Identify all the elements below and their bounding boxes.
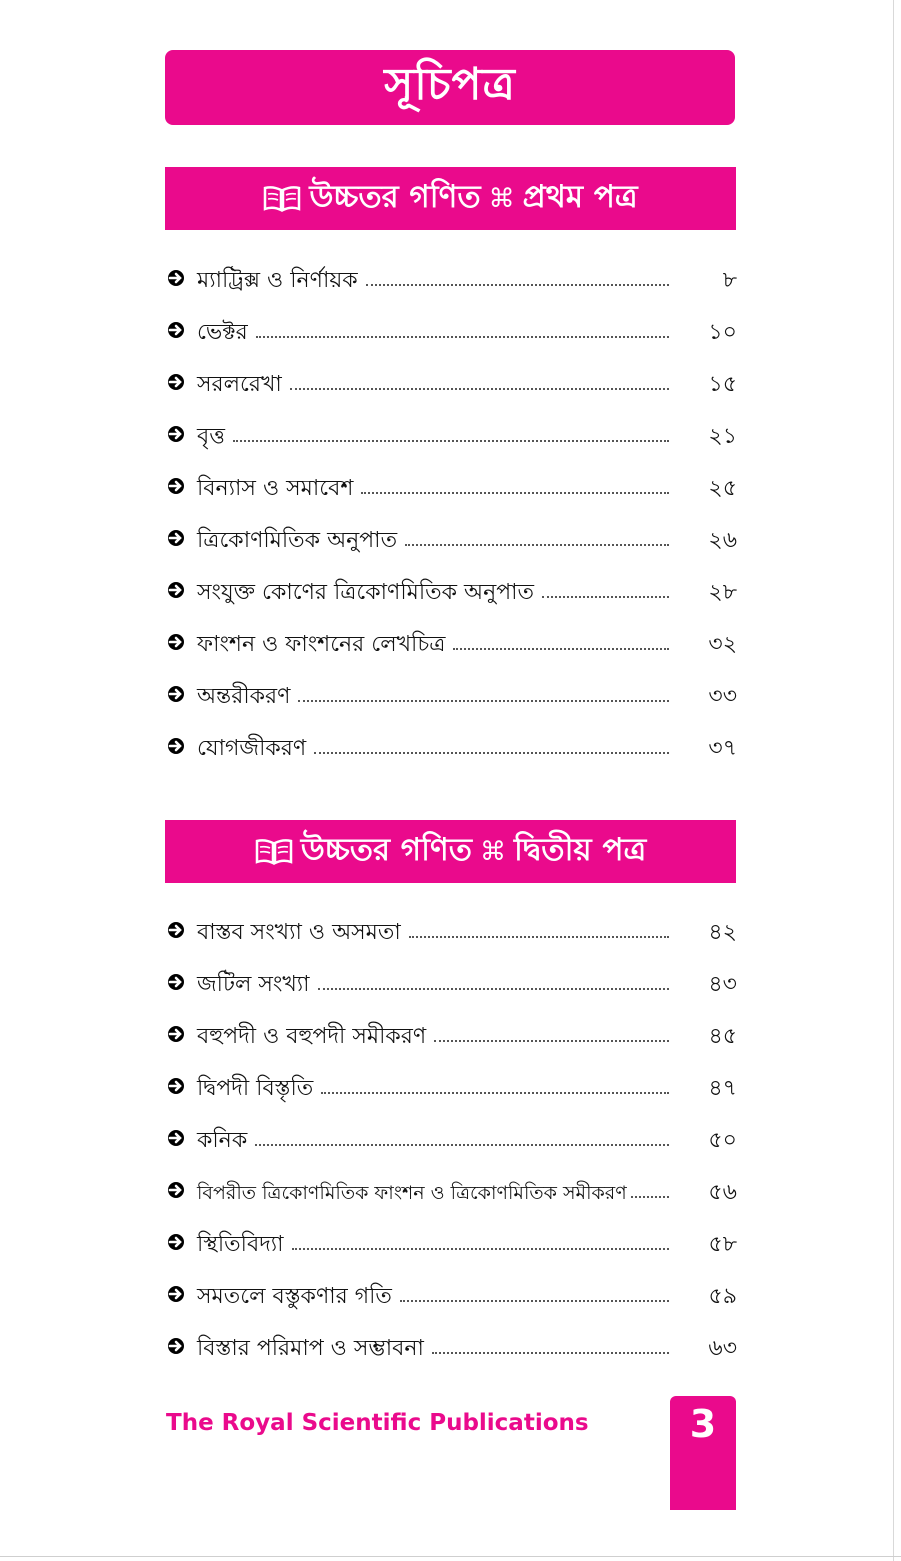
item-page-number: ৪৩ xyxy=(708,972,737,997)
item-page-number: ২৬ xyxy=(708,528,737,553)
circle-arrow-icon xyxy=(165,631,187,653)
dot-leader xyxy=(314,751,669,754)
dot-leader xyxy=(453,647,669,650)
item-title: বিন্যাস ও সমাবেশ xyxy=(197,476,354,501)
dot-leader xyxy=(256,335,669,338)
command-icon: ⌘ xyxy=(488,183,515,214)
section-subject: উচ্চতর গণিত xyxy=(300,831,473,868)
circle-arrow-icon xyxy=(165,423,187,445)
dot-leader xyxy=(542,595,669,598)
item-title: যোগজীকরণ xyxy=(197,736,307,761)
circle-arrow-icon xyxy=(165,1127,187,1149)
dot-leader xyxy=(321,1091,669,1094)
section-header-second-paper xyxy=(165,820,736,883)
toc-item[interactable] xyxy=(165,1115,737,1155)
circle-arrow-icon xyxy=(165,371,187,393)
item-title: জটিল সংখ্যা xyxy=(197,972,310,997)
dot-leader xyxy=(255,1143,669,1146)
circle-arrow-icon xyxy=(165,1023,187,1045)
page-number: 3 xyxy=(689,1402,717,1446)
item-page-number: ৪২ xyxy=(708,920,737,945)
toc-item[interactable] xyxy=(165,1063,737,1103)
item-title: সংযুক্ত কোণের ত্রিকোণমিতিক অনুপাত xyxy=(197,580,535,605)
item-title: অন্তরীকরণ xyxy=(197,684,291,709)
toc-item[interactable] xyxy=(165,723,737,763)
toc-item[interactable] xyxy=(165,463,737,503)
page-number-tab xyxy=(670,1396,736,1510)
circle-arrow-icon xyxy=(165,267,187,289)
circle-arrow-icon xyxy=(165,1335,187,1357)
circle-arrow-icon xyxy=(165,527,187,549)
item-page-number: ৬৩ xyxy=(708,1336,737,1361)
command-icon: ⌘ xyxy=(480,836,507,867)
section-paper: প্রথম পত্র xyxy=(522,178,638,215)
dot-leader xyxy=(298,699,669,702)
toc-item[interactable] xyxy=(165,307,737,347)
circle-arrow-icon xyxy=(165,919,187,941)
circle-arrow-icon xyxy=(165,1179,187,1201)
open-book-icon xyxy=(263,184,301,214)
circle-arrow-icon xyxy=(165,971,187,993)
item-title: বহুপদী ও বহুপদী সমীকরণ xyxy=(197,1024,427,1049)
dot-leader xyxy=(434,1039,669,1042)
dot-leader xyxy=(409,935,669,938)
section-header-first-paper xyxy=(165,167,736,230)
toc-item[interactable] xyxy=(165,619,737,659)
item-page-number: ২৫ xyxy=(708,476,737,501)
circle-arrow-icon xyxy=(165,683,187,705)
page-title: সূচিপত্র xyxy=(384,59,516,110)
title-banner xyxy=(165,50,735,125)
item-title: বৃত্ত xyxy=(197,424,225,449)
toc-item[interactable] xyxy=(165,1323,737,1363)
toc-item[interactable] xyxy=(165,1271,737,1311)
toc-item[interactable] xyxy=(165,359,737,399)
item-page-number: ৩২ xyxy=(708,632,737,657)
item-title: বাস্তব সংখ্যা ও অসমতা xyxy=(197,920,401,945)
toc-item[interactable] xyxy=(165,255,737,295)
toc-item[interactable] xyxy=(165,959,737,999)
dot-leader xyxy=(400,1299,669,1302)
dot-leader xyxy=(233,439,669,442)
item-title: সরলরেখা xyxy=(197,372,282,397)
page-bottom-rule xyxy=(0,1556,901,1557)
circle-arrow-icon xyxy=(165,1231,187,1253)
item-page-number: ৪৭ xyxy=(708,1076,737,1101)
item-page-number: ৫৬ xyxy=(708,1180,737,1205)
dot-leader xyxy=(405,543,669,546)
item-page-number: ৫০ xyxy=(708,1128,737,1153)
item-page-number: ৫৮ xyxy=(708,1232,737,1257)
dot-leader xyxy=(290,387,669,390)
item-title: ম্যাট্রিক্স ও নির্ণায়ক xyxy=(197,268,358,293)
dot-leader xyxy=(432,1351,669,1354)
item-page-number: ২৮ xyxy=(708,580,737,605)
dot-leader xyxy=(292,1247,669,1250)
open-book-icon xyxy=(255,837,293,867)
toc-item[interactable] xyxy=(165,1167,737,1207)
dot-leader xyxy=(361,491,669,494)
section-paper: দ্বিতীয় পত্র xyxy=(514,831,647,868)
item-title: সমতলে বস্তুকণার গতি xyxy=(197,1284,392,1309)
item-page-number: ৩৭ xyxy=(708,736,737,761)
circle-arrow-icon xyxy=(165,319,187,341)
circle-arrow-icon xyxy=(165,735,187,757)
circle-arrow-icon xyxy=(165,579,187,601)
item-title: ভেক্টর xyxy=(197,320,248,345)
item-page-number: ৪৫ xyxy=(708,1024,737,1049)
item-page-number: ২১ xyxy=(708,424,737,449)
toc-item[interactable] xyxy=(165,1011,737,1051)
toc-item[interactable] xyxy=(165,671,737,711)
circle-arrow-icon xyxy=(165,475,187,497)
page-edge-rule xyxy=(893,0,894,1561)
circle-arrow-icon xyxy=(165,1075,187,1097)
item-title: স্থিতিবিদ্যা xyxy=(197,1232,284,1257)
item-page-number: ১০ xyxy=(708,320,737,345)
toc-item[interactable] xyxy=(165,1219,737,1259)
dot-leader xyxy=(366,283,669,286)
dot-leader xyxy=(318,987,669,990)
item-title: দ্বিপদী বিস্তৃতি xyxy=(197,1076,314,1101)
publisher-name: The Royal Scientific Publications xyxy=(166,1410,589,1436)
item-title: ত্রিকোণমিতিক অনুপাত xyxy=(197,528,398,553)
circle-arrow-icon xyxy=(165,1283,187,1305)
item-title: কনিক xyxy=(197,1128,248,1153)
section-subject: উচ্চতর গণিত xyxy=(309,178,481,215)
item-page-number: ১৫ xyxy=(708,372,737,397)
dot-leader xyxy=(631,1195,669,1198)
item-title: ফাংশন ও ফাংশনের লেখচিত্র xyxy=(197,632,446,657)
item-title: বিপরীত ত্রিকোণমিতিক ফাংশন ও ত্রিকোণমিতিক সমীকরণ xyxy=(197,1182,627,1204)
item-page-number: ৩৩ xyxy=(708,684,737,709)
toc-item[interactable] xyxy=(165,567,737,607)
toc-item[interactable] xyxy=(165,907,737,947)
item-title: বিস্তার পরিমাপ ও সম্ভাবনা xyxy=(197,1336,424,1361)
toc-item[interactable] xyxy=(165,515,737,555)
toc-item[interactable] xyxy=(165,411,737,451)
item-page-number: ৮ xyxy=(722,268,737,293)
item-page-number: ৫৯ xyxy=(708,1284,737,1309)
